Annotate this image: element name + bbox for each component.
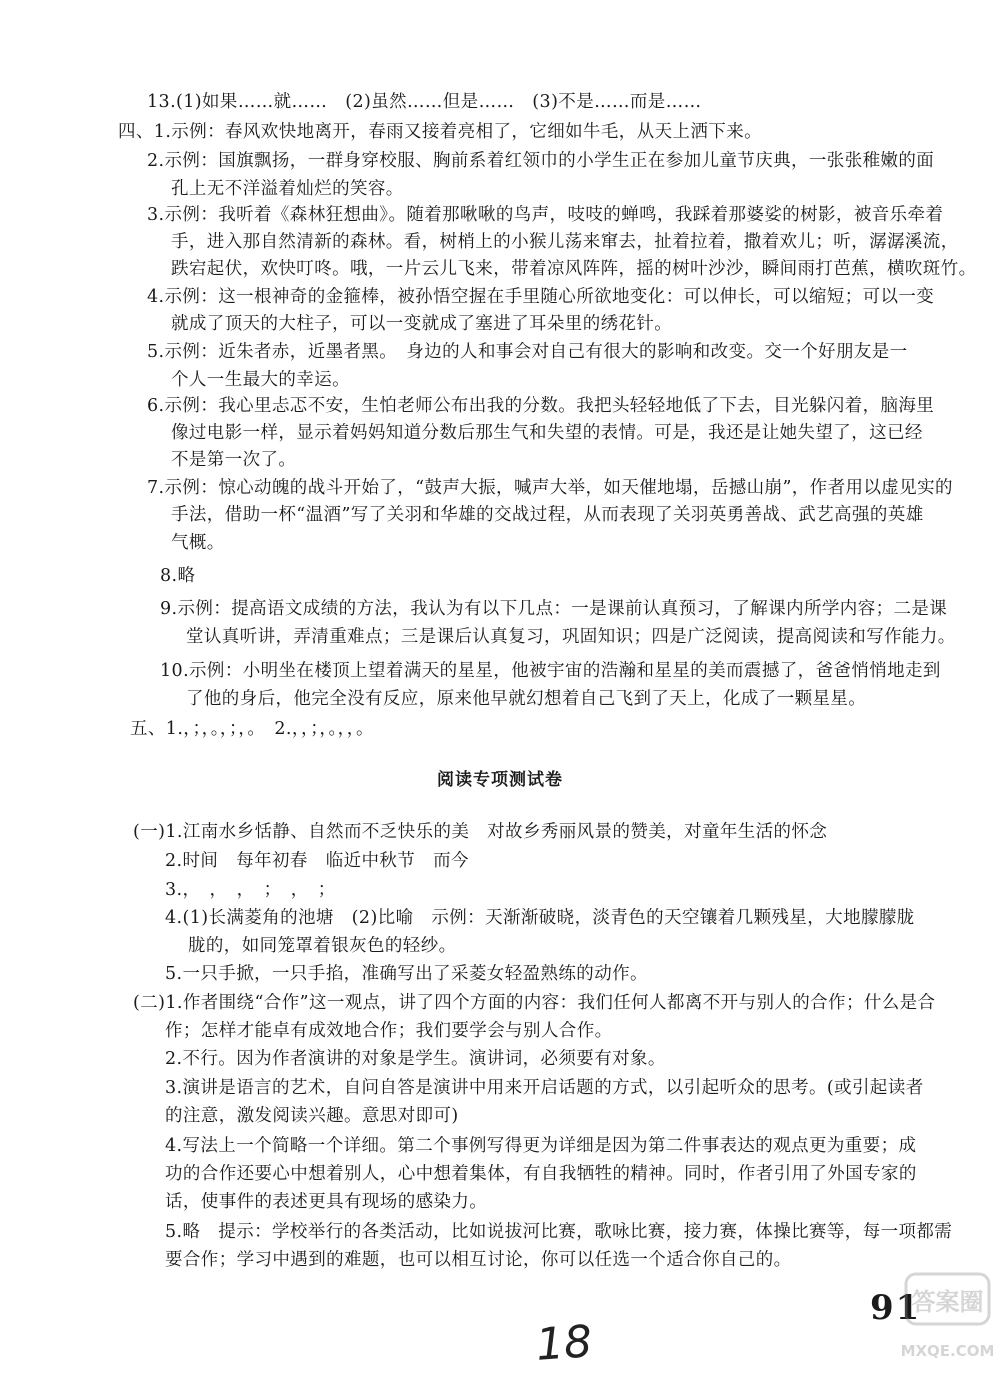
page-number: 91 — [870, 1288, 922, 1328]
text-line: 就成了顶天的大柱子，可以一变就成了塞进了耳朵里的绣花针。 — [171, 314, 673, 334]
text-line: 话，使事件的表述更具有现场的感染力。 — [165, 1192, 488, 1212]
text-line: 孔上无不洋溢着灿烂的笑容。 — [171, 179, 404, 199]
watermark-url: MXQE.COM — [900, 1342, 995, 1360]
handwritten-page-number: 18 — [534, 1316, 594, 1371]
text-line: 2.时间 每年初春 临近中秋节 而今 — [165, 851, 469, 871]
text-line: (一)1.江南水乡恬静、自然而不乏快乐的美 对故乡秀丽风景的赞美，对童年生活的怀念 — [133, 822, 828, 842]
text-line: 10.示例：小明坐在楼顶上望着满天的星星，他被宇宙的浩瀚和星星的美而震撼了，爸爸悄悄地走到 — [160, 661, 941, 681]
text-line: 5.示例：近朱者赤，近墨者黑。 身边的人和事会对自己有很大的影响和改变。交一个好朋友是一 — [147, 342, 908, 362]
text-line: 不是第一次了。 — [171, 450, 297, 470]
text-line: 2.示例：国旗飘扬，一群身穿校服、胸前系着红领巾的小学生正在参加儿童节庆典，一张张稚嫩的面 — [147, 151, 935, 171]
text-line: 8.略 — [160, 566, 196, 586]
text-line: 7.示例：惊心动魄的战斗开始了，“鼓声大振，喊声大举，如天催地塌，岳撼山崩”，作者用以虚见实的 — [147, 478, 953, 498]
text-line: 6.示例：我心里忐忑不安，生怕老师公布出我的分数。我把头轻轻地低了下去，目光躲闪着，脑海里 — [147, 396, 935, 416]
text-line: 9.示例：提高语文成绩的方法，我认为有以下几点：一是课前认真预习，了解课内所学内容；二是课 — [160, 599, 948, 619]
text-line: 要合作；学习中遇到的难题，也可以相互讨论，你可以任选一个适合你自己的。 — [165, 1250, 792, 1270]
text-line: 3.演讲是语言的艺术，自问自答是演讲中用来开启话题的方式，以引起听众的思考。(或引起读者 — [165, 1078, 924, 1098]
text-line: 作；怎样才能卓有成效地合作；我们要学会与别人合作。 — [165, 1021, 613, 1041]
text-line: 胧的，如同笼罩着银灰色的轻纱。 — [188, 936, 457, 956]
text-line: 个人一生最大的幸运。 — [171, 370, 350, 390]
text-line: 堂认真听讲，弄清重难点；三是课后认真复习，巩固知识；四是广泛阅读，提高阅读和写作能力。 — [186, 627, 956, 647]
text-line: 像过电影一样，显示着妈妈知道分数后那生气和失望的表情。可是，我还是让她失望了，这已经 — [171, 423, 923, 443]
text-line: 的注意，激发阅读兴趣。意思对即可) — [165, 1106, 459, 1126]
text-line: 4.示例：这一根神奇的金箍棒，被孙悟空握在手里随心所欲地变化：可以伸长，可以缩短；可以一变 — [147, 287, 935, 307]
watermark-title: 答案圈 — [911, 1288, 984, 1316]
text-line: 3.示例：我听着《森林狂想曲》。随着那啾啾的鸟声，吱吱的蝉鸣，我踩着那婆娑的树影，被音乐牵着 — [147, 205, 944, 225]
text-line: 5.一只手掀，一只手掐，准确写出了采菱女轻盈熟练的动作。 — [165, 964, 648, 984]
text-line: 4.写法上一个简略一个详细。第二个事例写得更为详细是因为第二件事表达的观点更为重要；成 — [165, 1136, 917, 1156]
text-line: 四、1.示例：春风欢快地离开，春雨又接着亮相了，它细如牛毛，从天上洒下来。 — [118, 122, 762, 142]
text-line: (二)1.作者围绕“合作”这一观点，讲了四个方面的内容：我们任何人都离不开与别人的合作；什么是合 — [133, 993, 936, 1013]
text-line: 手法，借助一杯“温酒”写了关羽和华雄的交战过程，从而表现了关羽英勇善战、武艺高强的英雄 — [171, 505, 924, 525]
text-line: 2.不行。因为作者演讲的对象是学生。演讲词，必须要有对象。 — [165, 1049, 666, 1069]
text-line: 五、1.，；，。，；，。 2.，，；，。，，。 — [130, 719, 374, 739]
text-line: 13.(1)如果……就…… (2)虽然……但是…… (3)不是……而是…… — [147, 92, 702, 112]
text-line: 气概。 — [171, 533, 225, 553]
text-line: 手，进入那自然清新的森林。看，树梢上的小猴儿荡来窜去，扯着拉着，撒着欢儿；听，潺潺溪流， — [171, 232, 959, 252]
text-line: 功的合作还要心中想着别人，心中想着集体，有自我牺牲的精神。同时，作者引用了外国专家的 — [165, 1164, 917, 1184]
section-title: 阅读专项测试卷 — [437, 770, 563, 790]
text-line: 5.略 提示：学校举行的各类活动，比如说拔河比赛，歌咏比赛，接力赛，体操比赛等，每一项都需 — [165, 1222, 953, 1242]
watermark-logo — [900, 1268, 995, 1368]
text-line: 了他的身后，他完全没有反应，原来他早就幻想着自己飞到了天上，化成了一颗星星。 — [186, 689, 867, 709]
text-line: 4.(1)长满菱角的池塘 (2)比喻 示例：天渐渐破晓，淡青色的天空镶着几颗残星，大地朦朦胧 — [165, 908, 915, 928]
text-line: 3.， ， ， ； ， ； — [165, 880, 336, 900]
text-line: 跌宕起伏，欢快叮咚。哦，一片云儿飞来，带着凉风阵阵，摇的树叶沙沙，瞬间雨打芭蕉，横吹斑竹。 — [171, 259, 977, 279]
